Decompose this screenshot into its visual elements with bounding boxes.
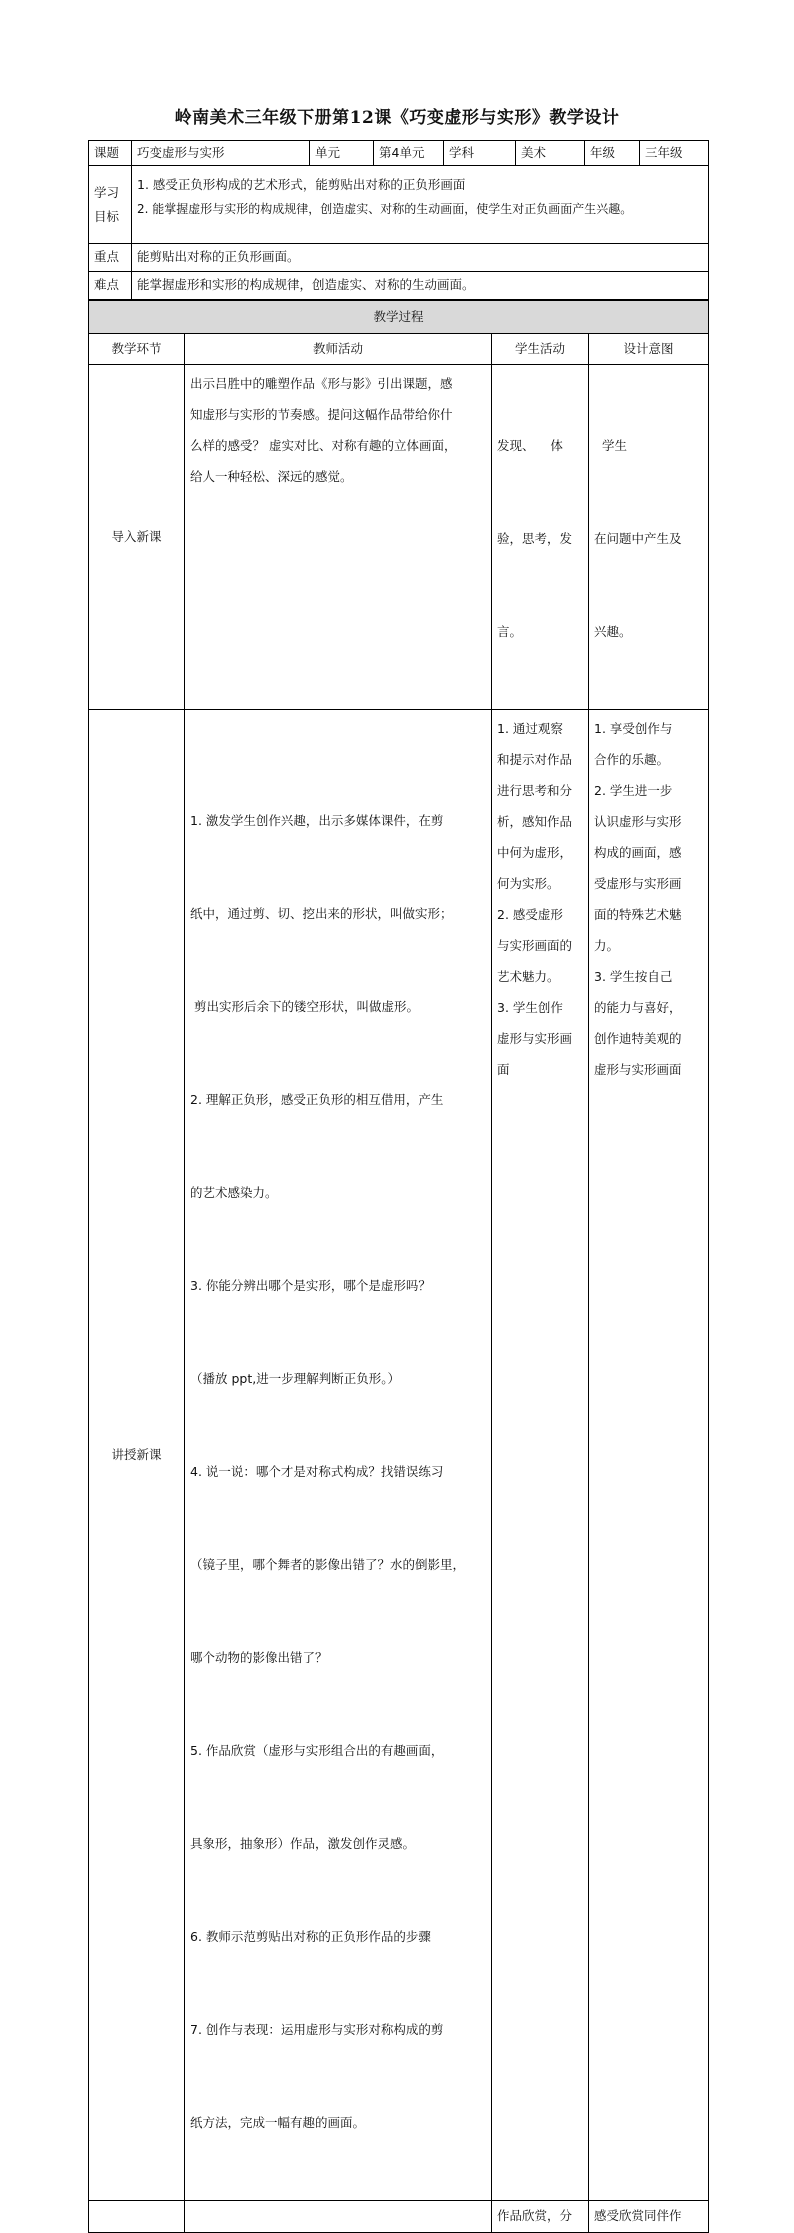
topic-label: 课题 — [89, 141, 132, 166]
table-row — [89, 365, 709, 710]
table-row — [89, 2201, 709, 2233]
col-teacher-header: 教师活动 — [185, 334, 492, 365]
topic-value: 巧变虚形与实形 — [132, 141, 310, 166]
subject-value: 美术 — [516, 141, 585, 166]
goals-content — [132, 166, 709, 244]
document-title: 岭南美术三年级下册第12课《巧变虚形与实形》教学设计 — [174, 108, 620, 128]
design-intent-cell: 感受欣赏同伴作 — [589, 2201, 709, 2233]
key-point-value: 能剪贴出对称的正负形画面。 — [132, 244, 709, 272]
teacher-activity-cell — [185, 2201, 492, 2233]
student-activity-cell: 1. 通过观察 和提示对作品 进行思考和分 析，感知作品 中何为虚形， 何为实形。 2. 感受虚形 与实形画面的 艺术魅力。 3. 学生创作 虚形与实形画 面 — [492, 710, 589, 2201]
goals-label: 学习 目标 — [89, 166, 132, 244]
unit-value: 第4单元 — [374, 141, 444, 166]
subject-label: 学科 — [444, 141, 516, 166]
goal-item: 1. 感受正负形构成的艺术形式，能剪贴出对称的正负形画面 — [137, 177, 466, 192]
teacher-activity-cell: 出示吕胜中的雕塑作品《形与影》引出课题，感 知虚形与实形的节奏感。提问这幅作品带给你什 么样的感受？ 虚实对比、对称有趣的立体画面， 给人一种轻松、深远的感觉。 — [185, 365, 492, 710]
student-activity-cell: 发现、 体 验，思考，发 言。 — [492, 365, 589, 710]
col-student-header: 学生活动 — [492, 334, 589, 365]
grade-value: 三年级 — [640, 141, 709, 166]
goal-item: 2. 能掌握虚形与实形的构成规律，创造虚实、对称的生动画面，使学生对正负画面产生兴趣。 — [137, 202, 633, 216]
design-intent-cell: 1. 享受创作与 合作的乐趣。 2. 学生进一步 认识虚形与实形 构成的画面，感 受虚形与实形画 面的特殊艺术魅 力。 3. 学生按自己 的能力与喜好， 创作迪特美观的 虚形与实形画面 — [589, 710, 709, 2201]
difficulty-value: 能掌握虚形和实形的构成规律，创造虚实、对称的生动画面。 — [132, 272, 709, 300]
stage-cell — [89, 2201, 185, 2233]
unit-label: 单元 — [310, 141, 374, 166]
student-activity-cell: 作品欣赏，分 — [492, 2201, 589, 2233]
stage-cell: 导入新课 — [89, 365, 185, 710]
lesson-info-table — [88, 140, 709, 300]
difficulty-label: 难点 — [89, 272, 132, 300]
col-intent-header: 设计意图 — [589, 334, 709, 365]
table-row — [89, 710, 709, 2201]
design-intent-cell: 学生 在问题中产生及 兴趣。 — [589, 365, 709, 710]
stage-cell: 讲授新课 — [89, 710, 185, 2201]
process-header: 教学过程 — [89, 301, 709, 334]
grade-label: 年级 — [585, 141, 640, 166]
key-point-label: 重点 — [89, 244, 132, 272]
col-stage-header: 教学环节 — [89, 334, 185, 365]
teaching-process-table — [88, 300, 709, 2233]
teacher-activity-cell: 1. 激发学生创作兴趣，出示多媒体课件，在剪 纸中，通过剪、切、挖出来的形状，叫做实形； 剪出实形后余下的镂空形状，叫做虚形。 2. 理解正负形，感受正负形的相互借用，产生 的艺术感染力。 3. 你能分辨出哪个是实形，哪个是虚形吗？ （播放 ppt,进一步理解判断正负形。） 4. 说一说：哪个才是对称式构成？找错误练习 （镜子里，哪个舞者的影像出错了？水的倒影里， 哪个动物的影像出错了？ 5. 作品欣赏（虚形与实形组合出的有趣画面， 具象形，抽象形）作品，激发创作灵感。 6. 教师示范剪贴出对称的正负形作品的步骤 7. 创作与表现：运用虚形与实形对称构成的剪 纸方法，完成一幅有趣的画面。 — [185, 710, 492, 2201]
